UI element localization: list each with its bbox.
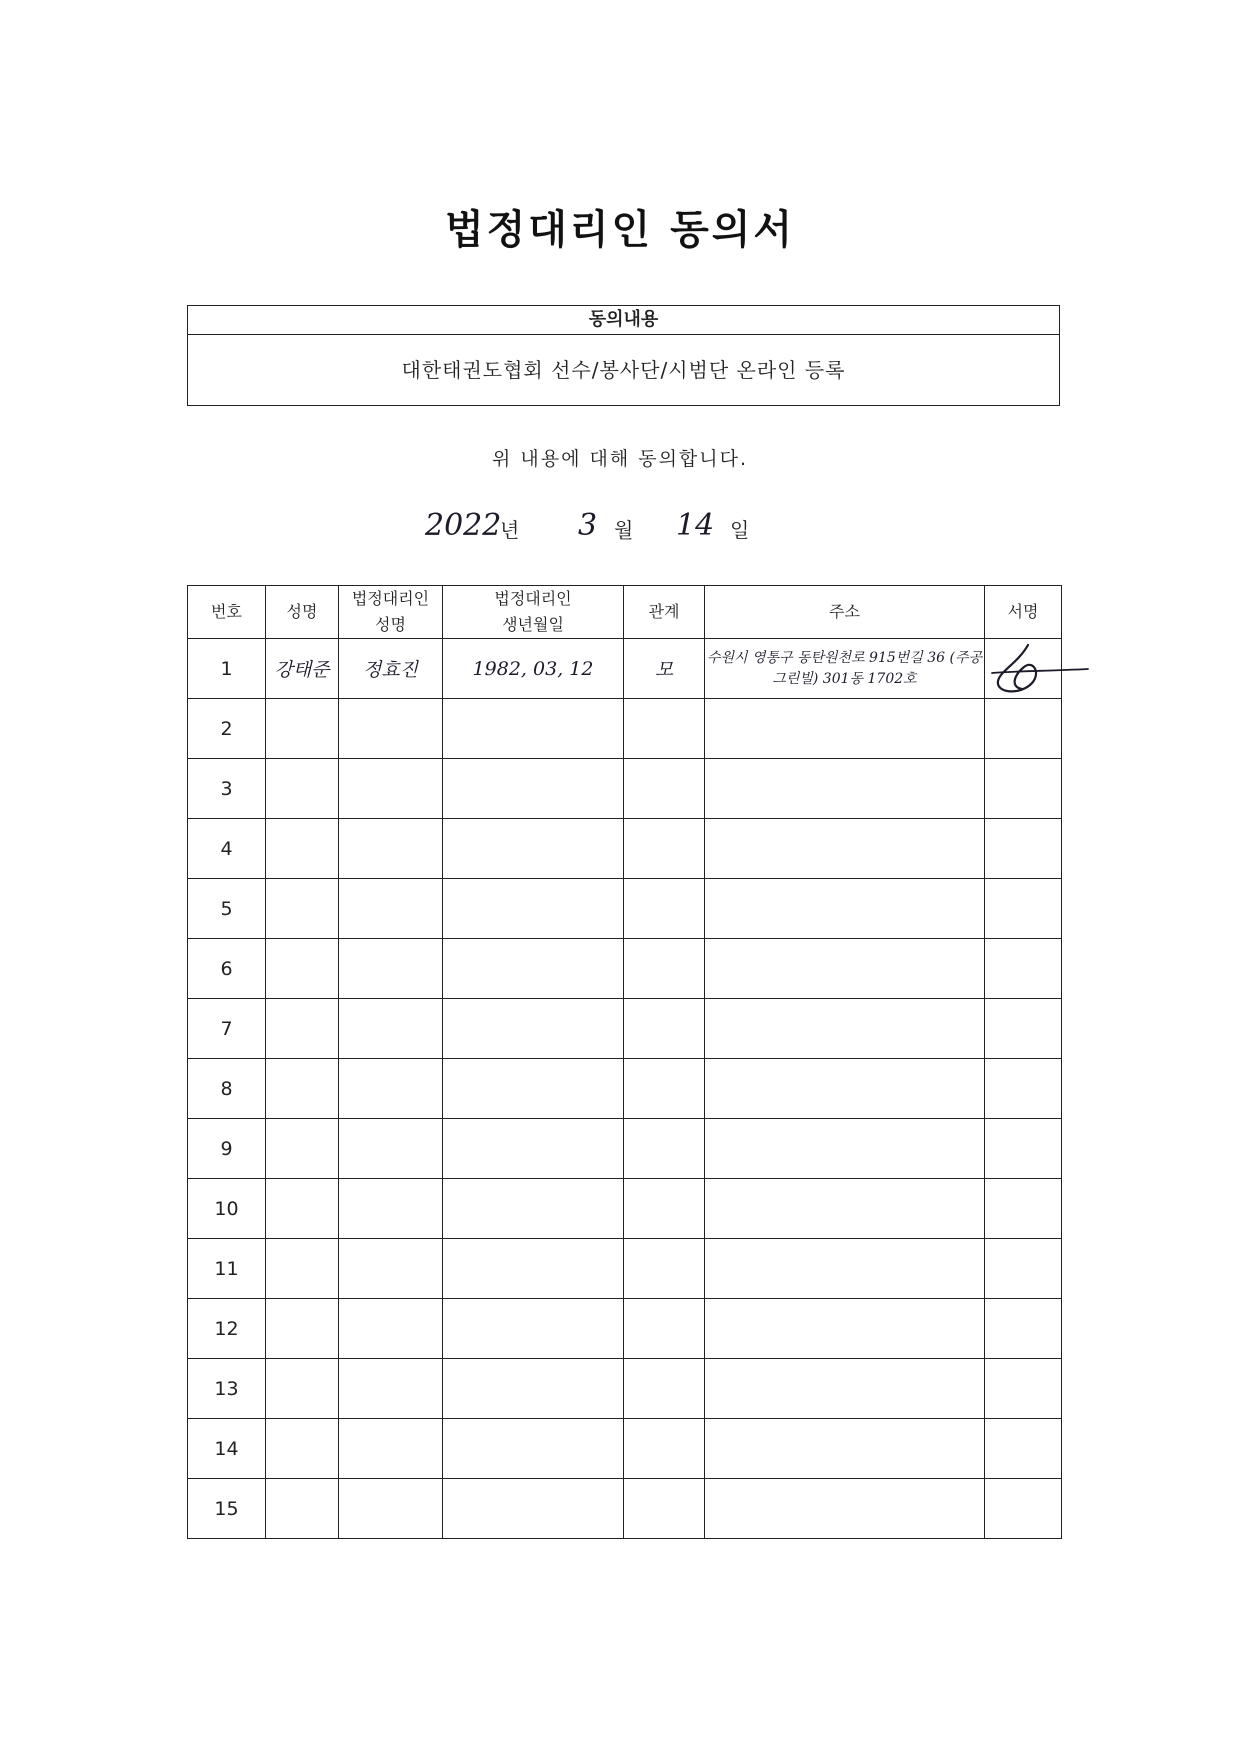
address-cell (705, 939, 985, 999)
name-cell (266, 879, 339, 939)
row-number-cell: 13 (188, 1359, 266, 1419)
signature-cell (985, 879, 1062, 939)
guardian-birth-cell (443, 999, 624, 1059)
row-number-cell: 15 (188, 1479, 266, 1539)
signature-cell (985, 1479, 1062, 1539)
name-cell (266, 759, 339, 819)
guardian-birth-cell (443, 1179, 624, 1239)
table-row (188, 879, 1062, 939)
address-cell (705, 1299, 985, 1359)
header-relation: 관계 (624, 586, 705, 639)
date-day: 14 (676, 508, 715, 543)
guardian-name-cell (339, 999, 443, 1059)
guardian-birth-cell: 1982, 03, 12 (443, 639, 624, 699)
name-cell: 강태준 (266, 639, 339, 699)
name-cell (266, 1299, 339, 1359)
guardian-name-cell (339, 1359, 443, 1419)
row-number-cell: 7 (188, 999, 266, 1059)
name-cell (266, 1479, 339, 1539)
signature-cell (985, 939, 1062, 999)
name-cell (266, 1239, 339, 1299)
address-cell (705, 1059, 985, 1119)
address-cell (705, 879, 985, 939)
guardian-name-cell (339, 699, 443, 759)
relation-cell (624, 699, 705, 759)
relation-cell (624, 1359, 705, 1419)
date-line (0, 508, 1240, 552)
name-cell (266, 1119, 339, 1179)
signature-cell (985, 699, 1062, 759)
guardian-name-cell (339, 1239, 443, 1299)
relation-cell (624, 879, 705, 939)
address-cell (705, 1419, 985, 1479)
signature-cell (985, 1119, 1062, 1179)
relation-cell (624, 1479, 705, 1539)
table-row (188, 1059, 1062, 1119)
table-row (188, 759, 1062, 819)
table-row (188, 699, 1062, 759)
signature-cell (985, 1359, 1062, 1419)
guardian-name-cell (339, 939, 443, 999)
signature-cell (985, 1179, 1062, 1239)
name-cell (266, 699, 339, 759)
address-cell (705, 999, 985, 1059)
guardian-birth-cell (443, 819, 624, 879)
name-cell (266, 939, 339, 999)
consent-box (187, 305, 1060, 406)
row-number-cell: 9 (188, 1119, 266, 1179)
signature-cell (985, 1059, 1062, 1119)
guardian-birth-cell (443, 759, 624, 819)
date-month: 3 (578, 508, 598, 543)
guardian-birth-cell (443, 1479, 624, 1539)
table-row (188, 1179, 1062, 1239)
guardian-birth-cell (443, 1239, 624, 1299)
table-row (188, 999, 1062, 1059)
guardian-birth-cell (443, 1059, 624, 1119)
table-row (188, 939, 1062, 999)
header-address: 주소 (705, 586, 985, 639)
table-row (188, 639, 1062, 699)
row-number-cell: 10 (188, 1179, 266, 1239)
guardian-birth-cell (443, 879, 624, 939)
row-number-cell: 6 (188, 939, 266, 999)
header-number: 번호 (188, 586, 266, 639)
document-title: 법정대리인 동의서 (444, 207, 796, 253)
agreement-statement: 위 내용에 대해 동의합니다. (491, 448, 749, 470)
guardian-birth-cell (443, 1299, 624, 1359)
signature-cell (985, 639, 1062, 699)
table-body (188, 639, 1062, 1539)
handwritten-signature-icon (988, 641, 1058, 697)
row-number-cell: 12 (188, 1299, 266, 1359)
relation-cell (624, 759, 705, 819)
table-row (188, 1239, 1062, 1299)
relation-cell (624, 1239, 705, 1299)
name-cell (266, 999, 339, 1059)
signature-cell (985, 1419, 1062, 1479)
table-row (188, 1479, 1062, 1539)
guardian-birth-cell (443, 699, 624, 759)
table-row (188, 1359, 1062, 1419)
address-cell (705, 759, 985, 819)
guardian-name-cell: 정효진 (339, 639, 443, 699)
guardian-name-cell (339, 1059, 443, 1119)
table-row (188, 1299, 1062, 1359)
address-cell (705, 699, 985, 759)
row-number-cell: 3 (188, 759, 266, 819)
signature-cell (985, 1239, 1062, 1299)
guardian-name-cell (339, 1479, 443, 1539)
address-cell (705, 819, 985, 879)
table-header-row (188, 586, 1062, 639)
address-cell: 수원시 영통구 동탄원천로 915번길 36 (주공그린빌) 301동 1702호 (705, 639, 985, 699)
guardian-name-cell (339, 759, 443, 819)
relation-cell (624, 999, 705, 1059)
guardian-table (187, 585, 1062, 1539)
relation-cell (624, 1179, 705, 1239)
date-day-unit: 일 (730, 518, 750, 542)
guardian-name-cell (339, 879, 443, 939)
row-number-cell: 5 (188, 879, 266, 939)
name-cell (266, 1359, 339, 1419)
signature-cell (985, 999, 1062, 1059)
row-number-cell: 11 (188, 1239, 266, 1299)
header-signature: 서명 (985, 586, 1062, 639)
name-cell (266, 819, 339, 879)
guardian-name-cell (339, 819, 443, 879)
relation-cell (624, 1299, 705, 1359)
guardian-name-cell (339, 1419, 443, 1479)
header-guardian-name: 법정대리인 성명 (339, 586, 443, 639)
signature-cell (985, 1299, 1062, 1359)
name-cell (266, 1419, 339, 1479)
relation-cell (624, 1059, 705, 1119)
date-year: 2022 (425, 508, 502, 543)
signature-cell (985, 819, 1062, 879)
guardian-birth-cell (443, 939, 624, 999)
name-cell (266, 1179, 339, 1239)
table-row (188, 1119, 1062, 1179)
header-guardian-birth: 법정대리인 생년월일 (443, 586, 624, 639)
guardian-birth-cell (443, 1419, 624, 1479)
date-year-unit: 년 (500, 518, 520, 542)
row-number-cell: 1 (188, 639, 266, 699)
relation-cell (624, 819, 705, 879)
address-cell (705, 1119, 985, 1179)
date-month-unit: 월 (614, 518, 634, 542)
relation-cell (624, 1119, 705, 1179)
row-number-cell: 4 (188, 819, 266, 879)
name-cell (266, 1059, 339, 1119)
consent-heading: 동의내용 (188, 306, 1059, 335)
guardian-name-cell (339, 1299, 443, 1359)
address-cell (705, 1359, 985, 1419)
consent-content: 대한태권도협회 선수/봉사단/시범단 온라인 등록 (401, 358, 846, 382)
guardian-birth-cell (443, 1119, 624, 1179)
relation-cell (624, 1419, 705, 1479)
row-number-cell: 14 (188, 1419, 266, 1479)
header-name: 성명 (266, 586, 339, 639)
address-cell (705, 1179, 985, 1239)
signature-cell (985, 759, 1062, 819)
table-row (188, 819, 1062, 879)
guardian-name-cell (339, 1179, 443, 1239)
address-cell (705, 1239, 985, 1299)
relation-cell: 모 (624, 639, 705, 699)
row-number-cell: 8 (188, 1059, 266, 1119)
guardian-name-cell (339, 1119, 443, 1179)
table-row (188, 1419, 1062, 1479)
address-cell (705, 1479, 985, 1539)
row-number-cell: 2 (188, 699, 266, 759)
guardian-birth-cell (443, 1359, 624, 1419)
relation-cell (624, 939, 705, 999)
